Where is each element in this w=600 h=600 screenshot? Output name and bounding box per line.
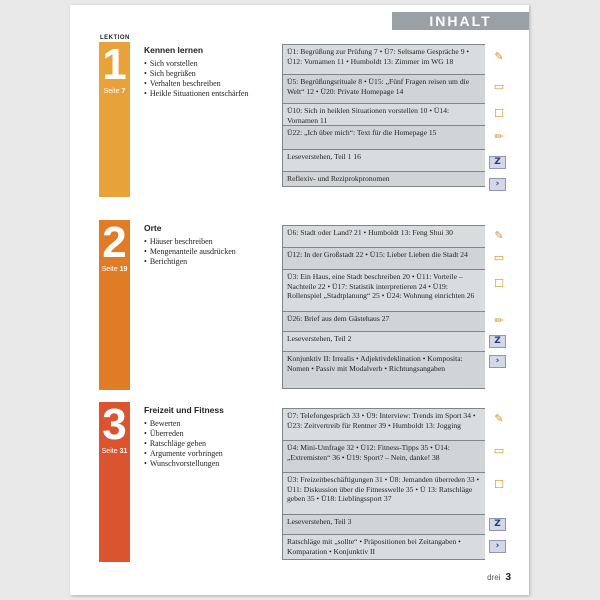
exercise-row: Konjunktiv II: Irrealis • Adjektivdeklination • Komposita: Nomen • Passiv mit Modalverb • Richtungsangaben	[282, 351, 485, 389]
exercise-row: Ü22: „Ich über mich“: Text für die Homepage 15	[282, 125, 485, 149]
exercise-row: Reflexiv- und Reziprokpronomen	[282, 171, 485, 187]
lesson-page-ref	[99, 448, 130, 455]
goal-item: • Mengenanteile ausdrücken	[144, 247, 236, 257]
page-footer	[487, 572, 511, 583]
exam-icon: Z	[489, 335, 506, 348]
exercise-row: Ü5: Begrüßungsrituale 8 • Ü15: „Fünf Fragen reisen um die Welt“ 12 • Ü20: Private Homepage 14	[282, 74, 485, 103]
seite-label: Seite	[101, 448, 118, 455]
pen-icon: ✎	[494, 50, 504, 63]
goal-item: • Bewerten	[144, 419, 223, 429]
goal-item: • Häuser beschreiben	[144, 237, 236, 247]
pen-icon: ✎	[494, 412, 504, 425]
exercise-row: Leseverstehen, Teil 2	[282, 331, 485, 351]
lesson-2	[99, 220, 519, 395]
goal-item: • Heikle Situationen entschärfen	[144, 89, 248, 99]
exercise-row: Ü10: Sich in heiklen Situationen vorstellen 10 • Ü14: Vornamen 11	[282, 103, 485, 125]
page	[70, 5, 529, 595]
lesson-goals	[144, 59, 248, 99]
seite-number: 31	[119, 448, 128, 455]
page-title-banner: INHALT	[392, 12, 529, 30]
lesson-page-ref	[99, 266, 130, 273]
exercise-row: Ü12: In der Großstadt 22 • Ü15: Lieber Lieben die Stadt 24	[282, 247, 485, 269]
seite-number: 7	[121, 88, 126, 95]
lesson-3	[99, 402, 519, 567]
grammar-icon: ›	[489, 540, 506, 553]
goal-item: • Verhalten beschreiben	[144, 79, 248, 89]
grammar-icon: ›	[489, 355, 506, 368]
exercise-row: Ratschläge mit „sollte“ • Präpositionen bei Zeitangaben • Komparation • Konjunktiv II	[282, 534, 485, 560]
book-icon: ▭	[493, 251, 505, 264]
lesson-number-block	[99, 220, 130, 390]
goal-item: • Sich vorstellen	[144, 59, 248, 69]
speech-icon: ☐	[494, 478, 504, 491]
seite-label: Seite	[101, 266, 118, 273]
goal-item: • Überreden	[144, 429, 223, 439]
pencil-icon: ✏	[494, 314, 504, 327]
exercise-row: Ü26: Brief aus dem Gästehaus 27	[282, 311, 485, 331]
exercise-row: Ü6: Stadt oder Land? 21 • Humboldt 13: Feng Shui 30	[282, 225, 485, 247]
lesson-number-block	[99, 402, 130, 562]
speech-icon: ☐	[494, 107, 504, 120]
lesson-number: 3	[102, 400, 127, 449]
exercise-row: Ü3: Freizeitbeschäftigungen 31 • Ü8: Jemanden überreden 33 • Ü11: Diskussion über die Fitnesswelle 35 • Ü 13: Ratschläge geben 35 • Ü18: Lieblingssport 37	[282, 472, 485, 514]
exercise-row: Ü4: Mini-Umfrage 32 • Ü12: Fitness-Tipps 35 • Ü14: „Extremisten“ 36 • Ü19: Sport? – Nein, danke! 38	[282, 440, 485, 472]
lektion-label: LEKTION	[100, 35, 130, 41]
exercise-row: Leseverstehen, Teil 3	[282, 514, 485, 534]
grammar-icon: ›	[489, 178, 506, 191]
lesson-1	[99, 42, 519, 207]
lesson-goals	[144, 237, 236, 267]
lesson-exercises	[282, 408, 485, 560]
lesson-title: Freizeit und Fitness	[144, 405, 224, 415]
pencil-icon: ✏	[494, 130, 504, 143]
goal-item: • Berichtigen	[144, 257, 236, 267]
lesson-title: Orte	[144, 223, 162, 233]
exam-icon: Z	[489, 518, 506, 531]
page-number: 3	[505, 572, 511, 583]
book-icon: ▭	[493, 444, 505, 457]
book-icon: ▭	[493, 80, 505, 93]
goal-item: • Sich begrüßen	[144, 69, 248, 79]
exam-icon: Z	[489, 156, 506, 169]
lesson-page-ref	[99, 88, 130, 95]
lesson-number: 2	[102, 218, 127, 267]
seite-number: 19	[119, 266, 128, 273]
lesson-number-block	[99, 42, 130, 197]
lesson-number: 1	[102, 40, 127, 89]
page-word: drei	[487, 573, 501, 582]
goal-item: • Ratschläge geben	[144, 439, 223, 449]
goal-item: • Wunschvorstellungen	[144, 459, 223, 469]
speech-icon: ☐	[494, 277, 504, 290]
lesson-title: Kennen lernen	[144, 45, 204, 55]
exercise-row: Ü1: Begrüßung zur Prüfung 7 • Ü7: Seltsame Gespräche 9 • Ü12: Vornamen 11 • Humboldt 13: Zimmer im WG 18	[282, 44, 485, 74]
exercise-row: Ü7: Telefongespräch 33 • Ü9: Interview: Trends im Sport 34 • Ü23: Zeitvertreib für Rentner 39 • Humboldt 13: Jogging	[282, 408, 485, 440]
goal-item: • Argumente vorbringen	[144, 449, 223, 459]
lesson-exercises	[282, 44, 485, 187]
lesson-goals	[144, 419, 223, 469]
pen-icon: ✎	[494, 229, 504, 242]
exercise-row: Ü3: Ein Haus, eine Stadt beschreiben 20 • Ü11: Vorteile – Nachteile 22 • Ü17: Statistik interpretieren 24 • Ü19: Rollenspiel „Stadtplanung“ 25 • Ü24: Wohnung einrichten 26	[282, 269, 485, 311]
lesson-exercises	[282, 225, 485, 389]
exercise-row: Leseverstehen, Teil 1 16	[282, 149, 485, 171]
seite-label: Seite	[103, 88, 120, 95]
